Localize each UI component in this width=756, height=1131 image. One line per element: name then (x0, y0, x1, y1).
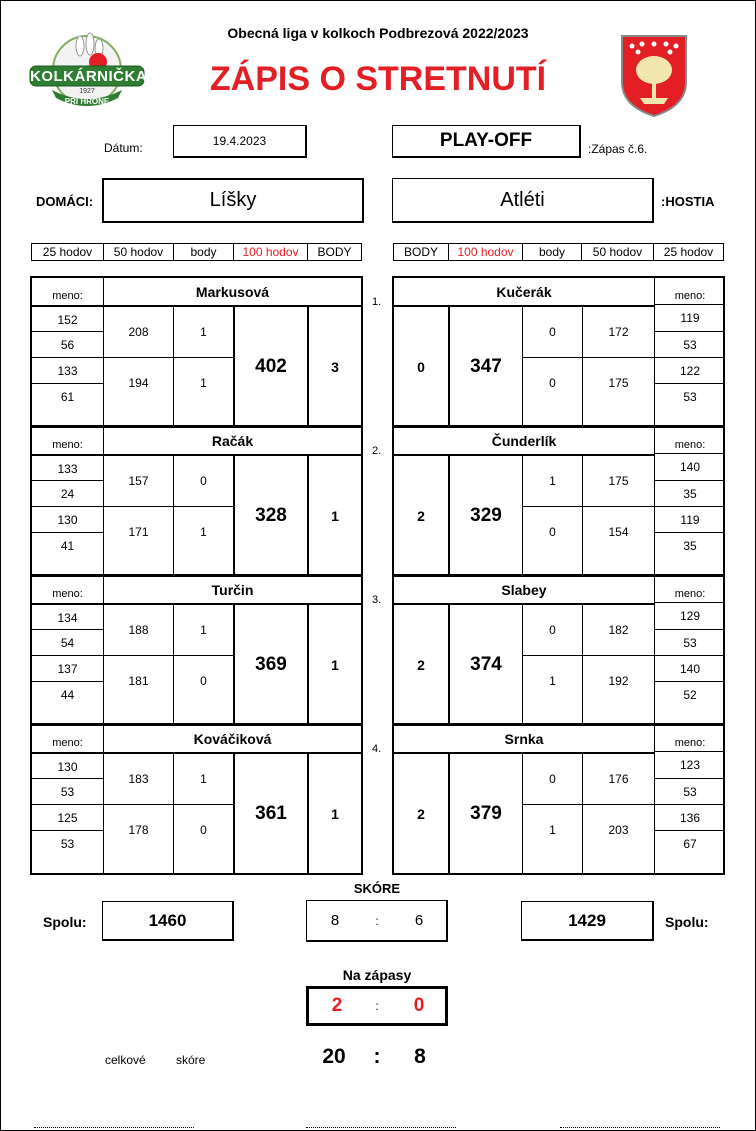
away-total-100: 374 (470, 653, 502, 675)
away-throw-50: 175 (608, 376, 629, 390)
overall-separator: : (373, 1045, 381, 1068)
away-throw-50: 192 (608, 674, 629, 688)
home-throw-25: 137 (57, 661, 78, 676)
home-total-100: 402 (255, 355, 287, 377)
home-throw-25: 44 (60, 687, 75, 702)
away-label: :HOSTIA (661, 194, 715, 209)
signature-line-3 (560, 1127, 720, 1128)
date-value: 19.4.2023 (212, 134, 267, 148)
away-points: 2 (417, 805, 425, 822)
away-throw-25: 53 (683, 635, 697, 650)
away-throw-25: 35 (683, 486, 697, 501)
matches-separator: : (375, 999, 379, 1013)
home-total-value: 1460 (148, 910, 187, 930)
away-throw-25: 53 (683, 784, 697, 799)
away-throw-25: 140 (679, 459, 701, 474)
meno-label: meno: (674, 736, 706, 749)
away-total-100: 347 (470, 355, 502, 377)
away-body: 1 (549, 474, 556, 488)
home-throw-50: 178 (128, 823, 149, 837)
away-points: 0 (417, 358, 425, 375)
home-body: 1 (200, 376, 207, 390)
matches-field (306, 986, 448, 1026)
matches-home: 2 (331, 995, 343, 1016)
away-throw-25: 129 (679, 608, 701, 623)
home-team-field (102, 178, 364, 223)
away-throw-25: 119 (680, 512, 700, 527)
home-body: 0 (200, 674, 207, 688)
overall-away: 8 (414, 1045, 426, 1068)
meno-label: meno: (52, 289, 83, 302)
home-player-name: Markusová (195, 283, 270, 300)
home-throw-25: 24 (60, 486, 75, 501)
home-player-name: Turčin (211, 581, 254, 598)
away-body: 1 (549, 674, 556, 688)
home-total-100: 328 (255, 504, 287, 526)
logo-subtitle: PRI HRONE (64, 97, 110, 106)
home-throw-25: 133 (57, 461, 78, 476)
home-throw-50: 157 (128, 474, 149, 488)
away-player-name: Kučerák (496, 283, 552, 300)
home-body: 0 (200, 823, 207, 837)
score-separator: : (375, 913, 379, 928)
match-number: :Zápas č.6. (588, 142, 648, 156)
away-throw-50: 172 (608, 325, 629, 339)
away-body: 0 (549, 623, 556, 637)
home-throw-50: 171 (128, 525, 149, 539)
home-throw-25: 130 (57, 512, 78, 527)
signature-line-2 (306, 1127, 456, 1128)
away-game-block (392, 276, 725, 428)
game-number: 2. (372, 445, 382, 457)
away-total-field (521, 901, 654, 941)
away-total-100: 379 (470, 802, 502, 824)
col-home-25: 25 hodov (31, 243, 104, 261)
home-throw-50: 188 (128, 623, 149, 637)
coat-of-arms (618, 34, 690, 118)
home-total-label: Spolu: (43, 914, 87, 930)
col-home-100: 100 hodov (233, 243, 308, 261)
col-away-50: 50 hodov (581, 243, 654, 261)
away-throw-50: 154 (608, 525, 629, 539)
away-throw-50: 182 (608, 623, 629, 637)
game-number: 3. (372, 594, 382, 606)
score-away: 6 (414, 912, 424, 929)
away-body: 1 (549, 823, 556, 837)
away-player-name: Slabey (501, 581, 547, 598)
overall-home: 20 (322, 1045, 346, 1068)
home-game-block (30, 276, 363, 428)
date-field (173, 125, 307, 158)
away-body: 0 (549, 525, 556, 539)
matches-away: 0 (413, 995, 425, 1016)
away-throw-25: 119 (680, 310, 700, 325)
club-logo (28, 28, 146, 116)
away-total-100: 329 (470, 504, 502, 526)
home-throw-50: 208 (128, 325, 149, 339)
away-player-name: Čunderlík (491, 432, 557, 449)
away-points: 2 (417, 507, 425, 524)
col-away-body: body (522, 243, 582, 261)
col-away-25: 25 hodov (653, 243, 724, 261)
away-throw-50: 176 (608, 772, 629, 786)
home-player-name: Kováčiková (193, 730, 272, 747)
home-throw-25: 53 (60, 836, 75, 851)
away-team-field (392, 178, 654, 223)
meno-label: meno: (52, 438, 83, 451)
home-body: 0 (200, 474, 207, 488)
away-throw-25: 136 (679, 810, 701, 825)
away-throw-50: 203 (608, 823, 629, 837)
home-total-field (102, 901, 234, 941)
away-throw-25: 53 (683, 337, 697, 352)
away-game-block (392, 723, 725, 875)
home-throw-25: 54 (60, 635, 75, 650)
away-body: 0 (549, 376, 556, 390)
page-title: ZÁPIS O STRETNUTÍ (209, 60, 547, 98)
home-player-name: Račák (211, 432, 254, 449)
home-throw-25: 125 (57, 810, 78, 825)
game-number: 1. (372, 296, 382, 308)
home-throw-50: 181 (128, 674, 149, 688)
away-throw-25: 123 (679, 757, 701, 772)
logo-text: KOLKÁRNIČKA (30, 68, 148, 85)
logo-year: 1927 (79, 88, 95, 95)
away-throw-25: 122 (679, 363, 701, 378)
home-game-block (30, 723, 363, 875)
col-away-100: 100 hodov (448, 243, 523, 261)
meno-label: meno: (674, 587, 706, 600)
home-body: 1 (200, 525, 207, 539)
home-label: DOMÁCI: (36, 194, 94, 209)
home-body: 1 (200, 623, 207, 637)
home-throw-25: 134 (57, 610, 78, 625)
home-body: 1 (200, 772, 207, 786)
away-game-block (392, 574, 725, 726)
col-home-body: body (173, 243, 234, 261)
home-total-100: 361 (255, 802, 287, 824)
col-away-points: BODY (393, 243, 449, 261)
home-throw-25: 130 (57, 759, 78, 774)
overall-label-1: celkové (105, 1053, 146, 1067)
away-throw-25: 67 (683, 836, 697, 851)
home-throw-25: 152 (57, 312, 78, 327)
away-throw-25: 140 (679, 661, 701, 676)
home-throw-25: 61 (60, 389, 75, 404)
home-throw-25: 56 (60, 337, 75, 352)
away-total-value: 1429 (568, 910, 606, 930)
home-game-block (30, 574, 363, 726)
away-total-label: Spolu: (665, 914, 709, 930)
score-home: 8 (330, 912, 340, 929)
meno-label: meno: (52, 736, 83, 749)
home-game-block (30, 425, 363, 577)
home-throw-25: 53 (60, 784, 75, 799)
home-team-name: Líšky (209, 189, 257, 211)
stage-field (392, 125, 581, 158)
home-points: 1 (331, 507, 339, 524)
home-throw-25: 41 (60, 538, 75, 553)
away-throw-50: 175 (608, 474, 629, 488)
away-throw-25: 35 (683, 538, 697, 553)
home-total-100: 369 (255, 653, 287, 675)
stage-value: PLAY-OFF (439, 130, 533, 151)
home-throw-50: 194 (128, 376, 149, 390)
away-throw-25: 52 (683, 687, 697, 702)
game-number: 4. (372, 743, 382, 755)
overall-label-2: skóre (176, 1053, 206, 1067)
home-body: 1 (200, 325, 207, 339)
score-field (306, 900, 448, 942)
league-title: Obecná liga v kolkoch Podbrezová 2022/2023 (227, 25, 529, 41)
meno-label: meno: (674, 438, 706, 451)
away-game-block (392, 425, 725, 577)
away-points: 2 (417, 656, 425, 673)
home-throw-50: 183 (128, 772, 149, 786)
meno-label: meno: (52, 587, 83, 600)
away-player-name: Srnka (504, 730, 544, 747)
meno-label: meno: (674, 289, 706, 302)
home-throw-25: 133 (57, 363, 78, 378)
matches-label: Na zápasy (342, 967, 412, 983)
away-throw-25: 53 (683, 389, 697, 404)
signature-line-1 (34, 1127, 194, 1128)
away-body: 0 (549, 325, 556, 339)
col-home-points: BODY (307, 243, 362, 261)
away-team-name: Atléti (500, 188, 545, 211)
away-body: 0 (549, 772, 556, 786)
home-points: 1 (331, 805, 339, 822)
home-points: 1 (331, 656, 339, 673)
home-points: 3 (331, 358, 339, 375)
date-label: Dátum: (104, 141, 143, 155)
col-home-50: 50 hodov (103, 243, 174, 261)
score-label: SKÓRE (353, 881, 401, 896)
